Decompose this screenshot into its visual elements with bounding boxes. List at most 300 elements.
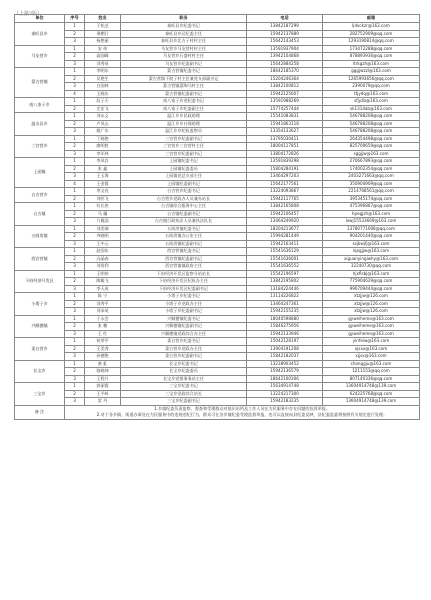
email: ltrkgzh@163.com xyxy=(323,60,420,68)
position: 台吉镇综合服务中心主任 xyxy=(121,203,247,211)
table-row xyxy=(15,173,420,181)
position: 三官营乡三官营村主任 xyxy=(121,143,247,151)
row-index: 2 xyxy=(65,255,85,263)
table-row xyxy=(15,293,420,301)
email: 350904909@qq.com xyxy=(323,180,420,188)
table-row xyxy=(15,330,420,338)
row-index: 2 xyxy=(65,345,85,353)
person-name: 何荣平 xyxy=(85,338,121,346)
email: 270667893@qq.com xyxy=(323,158,420,166)
table-row xyxy=(15,270,420,278)
person-name: 李明东 xyxy=(85,68,121,76)
person-name: 王金霞 xyxy=(85,180,121,188)
person-name: 杨艳丽 xyxy=(85,38,121,46)
email: xjsxx@163.com xyxy=(323,345,420,353)
position: 三官营乡纪委副书记 xyxy=(121,150,247,158)
phone: 15941863118 xyxy=(247,120,323,128)
header-name: 姓名 xyxy=(85,15,121,23)
email: 173472288@qq.com xyxy=(323,45,420,53)
phone: 13464249920 xyxy=(247,218,323,226)
row-index: 3 xyxy=(65,375,85,383)
table-row xyxy=(15,98,420,106)
phone: 18204213677 xyxy=(247,225,323,233)
table-row xyxy=(15,390,420,398)
email: ttjydq@163.com xyxy=(323,90,420,98)
phone: 18642185370 xyxy=(247,68,323,76)
person-name: 刘怀飞 xyxy=(85,195,121,203)
email: 395345174@qq.com xyxy=(323,195,420,203)
position: 台吉营乡纪委书记 xyxy=(121,188,247,196)
phone: 15942155235 xyxy=(247,308,323,316)
row-index: 3 xyxy=(65,83,85,91)
email: changgju@163.com xyxy=(323,360,420,368)
position: 长宝乡纪委书记 xyxy=(121,360,247,368)
phone: 15846275956 xyxy=(247,323,323,331)
table-row xyxy=(15,315,420,323)
row-index: 1 xyxy=(65,45,85,53)
unit-name: 兴顺德镇 xyxy=(15,315,65,338)
notes-label: 备 注 xyxy=(15,405,65,419)
unit-name: 台吉镇 xyxy=(15,203,65,226)
position: 上园镇党总支部主任 xyxy=(121,173,247,181)
person-name: 陶雄飞 xyxy=(85,278,121,286)
row-index: 3 xyxy=(65,330,85,338)
table-row xyxy=(15,225,420,233)
table-row xyxy=(15,398,420,406)
unit-name: 长宝乡 xyxy=(15,360,65,383)
email: sfjyzb@163.com xyxy=(323,98,420,106)
table-body xyxy=(15,23,420,420)
table-row xyxy=(15,308,420,316)
phone: 13804172826 xyxy=(247,150,323,158)
person-name: 刘贵利 xyxy=(85,263,121,271)
table-row xyxy=(15,83,420,91)
unit-name: 下府经济开发区 xyxy=(15,270,65,293)
email: lqxgjjw@163.com xyxy=(323,248,420,256)
phone: 15204246364 xyxy=(247,75,323,83)
position: 台吉镇纪委副书记 xyxy=(121,210,247,218)
position: 台吉营乡党政办人员兼办站长 xyxy=(121,195,247,203)
phone: 18642100306 xyxy=(247,375,323,383)
position: 三官营乡纪委副书记 xyxy=(121,135,247,143)
email: 13604914748@139.com xyxy=(323,398,420,406)
row-index: 1 xyxy=(65,135,85,143)
person-name: 王中元 xyxy=(85,240,121,248)
position: 兴顺德镇纪委副书记 xyxy=(121,323,247,331)
person-name: 刘秀平 xyxy=(85,300,121,308)
person-name: 丁晓艳 xyxy=(85,135,121,143)
position: 蒙古营镇下院子村主任兼党支部副书记 xyxy=(121,75,247,83)
table-row xyxy=(15,285,420,293)
person-name: 李文亮 xyxy=(85,188,121,196)
table-row xyxy=(15,23,420,31)
row-index: 3 xyxy=(65,308,85,316)
phone: 15541636552 xyxy=(247,263,323,271)
email: 475396867@qq.com xyxy=(323,203,420,211)
table-row xyxy=(15,375,420,383)
row-index: 1 xyxy=(65,360,85,368)
position: 泰旺县乡区纪委主任 xyxy=(121,30,247,38)
email: 1293190814@qq.com xyxy=(323,38,420,46)
table-row xyxy=(15,353,420,361)
email: 2390079@qq.com xyxy=(323,83,420,91)
unit-name: 姜台营乡 xyxy=(15,338,65,361)
table-row xyxy=(15,188,420,196)
position: 蒙古营镇蒙陶马村主任 xyxy=(121,83,247,91)
person-name: 刘永义 xyxy=(85,113,121,121)
email: 546788208@qq.com xyxy=(323,128,420,136)
person-name: 李军林 xyxy=(85,150,121,158)
email: hjxflsbj@163.com xyxy=(323,270,420,278)
position: 马友营乡石盛村村主任 xyxy=(121,53,247,61)
email: 264354498@qq.com xyxy=(323,135,420,143)
person-name: 马 骥 xyxy=(85,210,121,218)
table-row xyxy=(15,368,420,376)
person-name: 刘承英 xyxy=(85,308,121,316)
row-index: 2 xyxy=(65,165,85,173)
phone: 15642143453 xyxy=(247,38,323,46)
person-name: 杜长侠 xyxy=(85,203,121,211)
person-name: 刘秀英 xyxy=(85,60,121,68)
person-name: 王晓东 xyxy=(85,90,121,98)
row-index: 2 xyxy=(65,390,85,398)
row-index: 1 xyxy=(65,225,85,233)
row-index: 3 xyxy=(65,60,85,68)
person-name: 尤宏飞 xyxy=(85,105,121,113)
position: 马友营乡纪委副书记 xyxy=(121,60,247,68)
email: 2403271663@qq.com xyxy=(323,173,420,181)
row-index: 1 xyxy=(65,293,85,301)
person-name: 齐晓明 xyxy=(85,233,121,241)
email: xjjsx@163.com xyxy=(323,353,420,361)
table-row xyxy=(15,60,420,68)
table-row xyxy=(15,68,420,76)
email: hpegjzh@163.com xyxy=(323,210,420,218)
email: 2214768561@qq.com xyxy=(323,188,420,196)
row-index: 2 xyxy=(65,120,85,128)
row-index: 2 xyxy=(65,75,85,83)
phone: 13224093867 xyxy=(247,188,323,196)
email: 775904629@qq.com xyxy=(323,278,420,286)
email: ssjbwjfj@163.com xyxy=(323,240,420,248)
unit-name: 南八家子乡 xyxy=(15,98,65,113)
table-row xyxy=(15,233,420,241)
position: 泰旺县乡北方子村村主任 xyxy=(121,38,247,46)
email: 825709659@qq.com xyxy=(323,143,420,151)
email: 878893936@qq.com xyxy=(323,53,420,61)
row-index: 2 xyxy=(65,323,85,331)
email: xiguanyingiwhy@163.com xyxy=(323,255,420,263)
person-name: 王程月 xyxy=(85,375,121,383)
phone: 15942136579 xyxy=(247,368,323,376)
phone: 15541083831 xyxy=(247,113,323,121)
row-index: 3 xyxy=(65,240,85,248)
notes-line: 2.对于各乡镇、街道办事处在为民服务中的违规违纪行为，群众可在各乡镇纪委受理监督举报，也可以直接向县纪委反映，县纪委监委将按照有关规定进行处理。 xyxy=(96,412,388,417)
row-index: 2 xyxy=(65,105,85,113)
table-row xyxy=(15,360,420,368)
unit-name: 台吉营乡 xyxy=(15,188,65,203)
person-name: 王 红 xyxy=(85,330,121,338)
table-row xyxy=(15,143,420,151)
position: 上园镇纪委书记 xyxy=(121,158,247,166)
phone: 13238903452 xyxy=(247,360,323,368)
person-name: 陈 宁 xyxy=(85,293,121,301)
notes-row xyxy=(15,405,420,419)
email: 904201440@qq.com xyxy=(323,233,420,241)
email: gggjwzzl@163.com xyxy=(323,68,420,76)
table-row xyxy=(15,113,420,121)
table-header-row xyxy=(15,15,420,23)
table-row xyxy=(15,263,420,271)
row-index: 2 xyxy=(65,300,85,308)
person-name: 骆晓坤 xyxy=(85,368,121,376)
table-row xyxy=(15,38,420,46)
phone: 15942106457 xyxy=(247,210,323,218)
table-row xyxy=(15,128,420,136)
row-index: 2 xyxy=(65,368,85,376)
phone: 15541636129 xyxy=(247,248,323,256)
position: 小塔子乡纪委副书记 xyxy=(121,308,247,316)
phone: 13591988269 xyxy=(247,98,323,106)
phone: 13591937904 xyxy=(247,45,323,53)
email: 1211153@qq.com xyxy=(323,368,420,376)
row-index: 1 xyxy=(65,270,85,278)
header-email: 邮箱 xyxy=(323,15,420,23)
row-index: 1 xyxy=(65,188,85,196)
person-name: 王美秀 xyxy=(85,345,121,353)
person-name: 王明伟 xyxy=(85,270,121,278)
row-index: 4 xyxy=(65,180,85,188)
row-index: 2 xyxy=(65,195,85,203)
phone: 15942117765 xyxy=(247,195,323,203)
position: 下府经济开发区纪检办主任 xyxy=(121,278,247,286)
row-index: 2 xyxy=(65,278,85,286)
position: 蒙古营镇纪委书记 xyxy=(121,68,247,76)
table-row xyxy=(15,90,420,98)
position: 上园镇纪委委员 xyxy=(121,165,247,173)
email: 624225768@qq.com xyxy=(323,390,420,398)
header-phone: 电话 xyxy=(247,15,323,23)
person-name: 雷 丹 xyxy=(85,398,121,406)
phone: 13842165808 xyxy=(247,203,323,211)
position: 西官营镇纪委书记 xyxy=(121,248,247,256)
unit-name: 泰旺县乡 xyxy=(15,23,65,46)
phone: 13591839298 xyxy=(247,158,323,166)
table-row xyxy=(15,383,420,391)
person-name: 王玉海 xyxy=(85,173,121,181)
position: 西官营镇镇政府主任 xyxy=(121,263,247,271)
phone: 18004117851 xyxy=(247,143,323,151)
row-index: 3 xyxy=(65,38,85,46)
person-name: 高国峰 xyxy=(85,53,121,61)
contact-table xyxy=(14,14,420,420)
unit-name: 西官营镇 xyxy=(15,248,65,271)
position: 西官营镇纪委副书记 xyxy=(121,255,247,263)
phone: 15542196597 xyxy=(247,270,323,278)
phone: 13114226822 xyxy=(247,293,323,301)
position: 五间房镇办公室主任 xyxy=(121,233,247,241)
position: 姜台营乡纪委副书记 xyxy=(121,353,247,361)
phone: 13904191208 xyxy=(247,345,323,353)
table-row xyxy=(15,218,420,226)
person-name: 白国林 xyxy=(85,83,121,91)
email: yinfeiw@163.com xyxy=(323,338,420,346)
phone: 15804284191 xyxy=(247,165,323,173)
phone: 13842195802 xyxy=(247,278,323,286)
position: 蒙古营镇纪委副书记 xyxy=(121,90,247,98)
row-index: 1 xyxy=(65,248,85,256)
position: 温江乡乡民政助理 xyxy=(121,113,247,121)
table-row xyxy=(15,180,420,188)
table-row xyxy=(15,345,420,353)
position: 兴顺德镇纪委书记 xyxy=(121,315,247,323)
row-index: 3 xyxy=(65,218,85,226)
person-name: 郭丽霞 xyxy=(85,383,121,391)
notes-text xyxy=(65,405,420,419)
phone: 13842100812 xyxy=(247,83,323,91)
row-index: 3 xyxy=(65,128,85,136)
row-index: 1 xyxy=(65,158,85,166)
table-row xyxy=(15,165,420,173)
person-name: 康 虹 xyxy=(85,360,121,368)
person-name: 王平岭 xyxy=(85,390,121,398)
position: 五间房镇纪委书记 xyxy=(121,225,247,233)
unit-name: 马友营乡 xyxy=(15,45,65,68)
position: 长宝乡党群事务站主任 xyxy=(121,375,247,383)
position: 南八家子乡党纪委书记 xyxy=(121,98,247,106)
table-row xyxy=(15,338,420,346)
email: 13604914748@139.com xyxy=(323,383,420,391)
unit-name: 五间房镇 xyxy=(15,225,65,248)
position: 三宝乡党政综合站长 xyxy=(121,390,247,398)
position: 三宝乡纪委副书记 xyxy=(121,398,247,406)
person-name: 李凤存 xyxy=(85,158,121,166)
row-index: 1 xyxy=(65,383,85,391)
position: 马友营乡马友营村村主任 xyxy=(121,45,247,53)
phone: 15541636601 xyxy=(247,255,323,263)
email: 174002354@qq.com xyxy=(323,165,420,173)
email: sk1314ab@163.com xyxy=(323,105,420,113)
table-row xyxy=(15,105,420,113)
email: 32240730@qq.com xyxy=(323,263,420,271)
position: 台吉镇行政执法人员兼执法队长 xyxy=(121,218,247,226)
person-name: 冯晶春 xyxy=(85,255,121,263)
unit-name: 小塔子乡 xyxy=(15,293,65,316)
person-name: 吴艳生 xyxy=(85,75,121,83)
unit-name: 上园镇 xyxy=(15,158,65,188)
phone: 18040598880 xyxy=(247,315,323,323)
unit-name: 温水县乡 xyxy=(15,113,65,136)
phone: 13224217300 xyxy=(247,390,323,398)
table-row xyxy=(15,45,420,53)
header-index: 序号 xyxy=(65,15,85,23)
person-name: 段子丕 xyxy=(85,98,121,106)
email: gyweiheme@163.com xyxy=(323,330,420,338)
row-index: 3 xyxy=(65,173,85,181)
row-index: 2 xyxy=(65,53,85,61)
table-row xyxy=(15,255,420,263)
person-name: 姚广东 xyxy=(85,128,121,136)
email: 807140336@qq.com xyxy=(323,375,420,383)
phone: 15774257444 xyxy=(247,105,323,113)
position: 下府经济开发区纪委副书记 xyxy=(121,285,247,293)
position: 温江乡乡纪检监察员 xyxy=(121,128,247,136)
email: 1265993656@qq.com xyxy=(323,75,420,83)
person-name: 乃胤国 xyxy=(85,218,121,226)
table-row xyxy=(15,278,420,286)
person-name: 卢凤山 xyxy=(85,120,121,128)
email: xtzjjw@126.com xyxy=(323,293,420,301)
row-index: 1 xyxy=(65,68,85,76)
email: lxwj15533669@163.com xyxy=(323,218,420,226)
row-index: 3 xyxy=(65,285,85,293)
phone: 13354133627 xyxy=(247,128,323,136)
row-index: 2 xyxy=(65,143,85,151)
table-row xyxy=(15,195,420,203)
person-name: 邢栖行 xyxy=(85,30,121,38)
phone: 15642884258 xyxy=(247,60,323,68)
phone: 13842187299 xyxy=(247,23,323,31)
phone: 13184224446 xyxy=(247,285,323,293)
table-row xyxy=(15,210,420,218)
header-unit: 单位 xyxy=(15,15,65,23)
continued-label: （上接2版） xyxy=(14,11,43,17)
phone: 15942137889 xyxy=(247,30,323,38)
row-index: 3 xyxy=(65,398,85,406)
table-row xyxy=(15,203,420,211)
row-index: 3 xyxy=(65,353,85,361)
unit-name: 蒙古营镇 xyxy=(15,68,65,98)
table-row xyxy=(15,53,420,61)
phone: 15942183235 xyxy=(247,398,323,406)
phone: 13464247361 xyxy=(247,300,323,308)
email: xtzjjw@126.com xyxy=(323,308,420,316)
row-index: 1 xyxy=(65,23,85,31)
email: 282752909@qq.com xyxy=(323,30,420,38)
row-index: 1 xyxy=(65,203,85,211)
unit-name: 三官营乡 xyxy=(15,135,65,158)
table-row xyxy=(15,120,420,128)
table-row xyxy=(15,30,420,38)
header-position: 职务 xyxy=(121,15,247,23)
person-name: 赵国东 xyxy=(85,248,121,256)
person-name: 孙德艳 xyxy=(85,353,121,361)
person-name: 李天成 xyxy=(85,285,121,293)
person-name: 张 鹏 xyxy=(85,323,121,331)
table-row xyxy=(15,150,420,158)
position: 三宝乡纪委书记 xyxy=(121,383,247,391)
phone: 15942133946 xyxy=(247,330,323,338)
notes-line: 1.乡镇纪委负责监察、督查和受理群众对基层站所及工作人员在为民服务中存在问题的投诉举报。 xyxy=(154,405,330,411)
position: 温江乡乡社保助理 xyxy=(121,120,247,128)
phone: 13942104868 xyxy=(247,53,323,61)
email: ljdxckzr@163.com xyxy=(323,23,420,31)
person-name: 廖明胜 xyxy=(85,143,121,151)
row-index: 3 xyxy=(65,150,85,158)
phone: 15942125607 xyxy=(247,90,323,98)
position: 五间房镇纪委副书记 xyxy=(121,240,247,248)
position: 上园镇纪委副书记 xyxy=(121,180,247,188)
table-row xyxy=(15,158,420,166)
row-index: 1 xyxy=(65,113,85,121)
table-row xyxy=(15,323,420,331)
row-index: 2 xyxy=(65,30,85,38)
phone: 13464297203 xyxy=(247,173,323,181)
row-index: 3 xyxy=(65,263,85,271)
table-row xyxy=(15,240,420,248)
table-row xyxy=(15,300,420,308)
person-name: 于永会 xyxy=(85,315,121,323)
